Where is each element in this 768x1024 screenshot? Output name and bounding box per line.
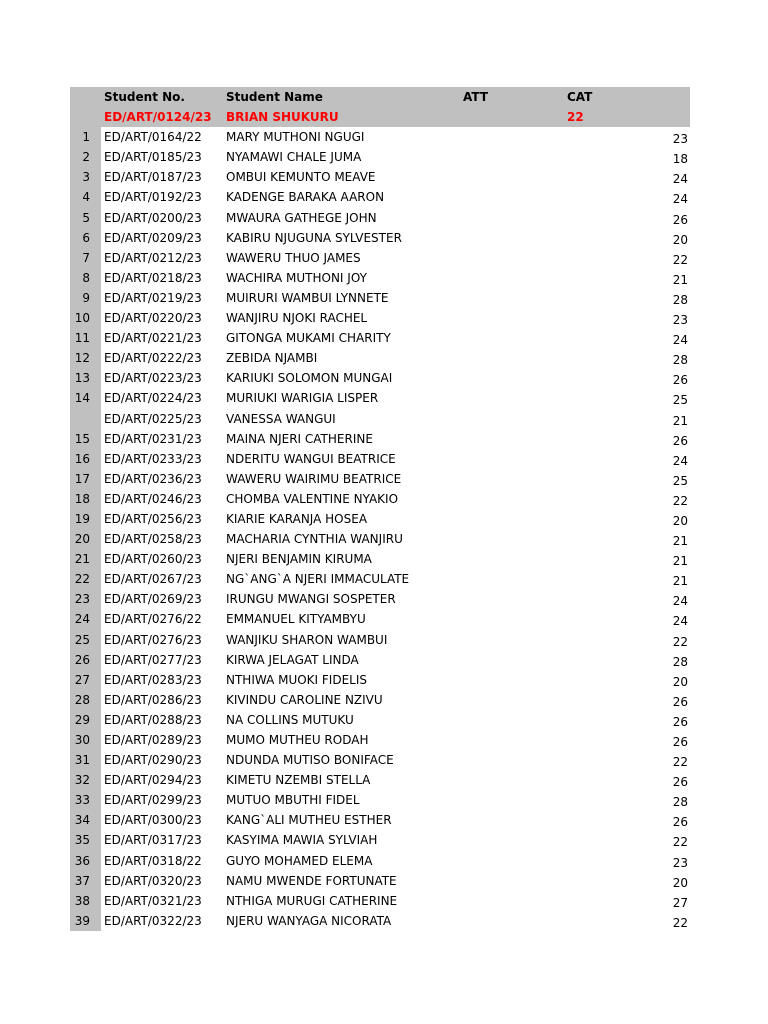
student-name: CHOMBA VALENTINE NYAKIO xyxy=(226,491,399,506)
table-row xyxy=(70,690,690,710)
header-student-name: Student Name xyxy=(226,90,323,104)
cat-score: 24 xyxy=(672,614,688,629)
row-index-cell xyxy=(70,911,101,931)
student-no: ED/ART/0269/23 xyxy=(104,592,202,607)
cat-score: 23 xyxy=(672,313,688,328)
row-index-cell xyxy=(70,449,101,469)
row-index: 33 xyxy=(74,793,90,808)
cat-score: 28 xyxy=(672,654,688,669)
table-row xyxy=(70,509,690,529)
cat-score: 21 xyxy=(672,272,688,287)
student-no: ED/ART/0299/23 xyxy=(104,793,202,808)
row-index-cell xyxy=(70,268,101,288)
student-no: ED/ART/0289/23 xyxy=(104,733,202,747)
row-index-cell xyxy=(70,790,101,810)
student-no: ED/ART/0222/23 xyxy=(104,351,202,366)
row-index: 4 xyxy=(82,190,90,205)
student-no: ED/ART/0224/23 xyxy=(104,391,202,406)
row-index-cell xyxy=(70,529,101,549)
row-index-cell xyxy=(70,368,101,388)
student-no: ED/ART/0321/23 xyxy=(104,893,202,908)
header-student-no: Student No. xyxy=(104,90,185,104)
table-row xyxy=(70,770,690,790)
cat-score: 28 xyxy=(672,292,688,307)
cat-score: 26 xyxy=(672,815,688,830)
student-name: NDERITU WANGUI BEATRICE xyxy=(226,451,396,466)
row-index-cell xyxy=(70,710,101,730)
table-row xyxy=(70,228,690,248)
row-index: 29 xyxy=(74,712,90,727)
row-index: 36 xyxy=(74,853,90,868)
student-no: ED/ART/0221/23 xyxy=(104,331,202,346)
row-index-cell xyxy=(70,690,101,710)
student-name: ZEBIDA NJAMBI xyxy=(226,351,318,366)
cat-score: 22 xyxy=(672,634,688,649)
cat-score: 24 xyxy=(672,172,688,187)
student-no: ED/ART/0317/23 xyxy=(104,833,202,848)
student-name: IRUNGU MWANGI SOSPETER xyxy=(226,592,396,607)
row-index-cell xyxy=(70,569,101,589)
row-index-cell xyxy=(70,589,101,609)
student-name: KARIUKI SOLOMON MUNGAI xyxy=(226,371,393,386)
table-row xyxy=(70,810,690,830)
student-no: ED/ART/0277/23 xyxy=(104,652,202,667)
cat-score: 20 xyxy=(672,674,688,689)
header-row xyxy=(70,87,690,107)
row-index-cell xyxy=(70,308,101,328)
row-index: 37 xyxy=(74,873,90,888)
row-index: 34 xyxy=(74,813,90,828)
student-no: ED/ART/0231/23 xyxy=(104,431,202,446)
student-no: ED/ART/0318/22 xyxy=(104,853,202,868)
cat-score: 22 xyxy=(672,835,688,850)
student-no: ED/ART/0260/23 xyxy=(104,552,202,567)
student-name: NAMU MWENDE FORTUNATE xyxy=(226,873,397,888)
row-index: 15 xyxy=(74,431,90,446)
row-index: 13 xyxy=(74,371,90,386)
student-name: OMBUI KEMUNTO MEAVE xyxy=(226,170,376,185)
student-marks-table xyxy=(70,87,690,931)
row-index: 1 xyxy=(82,130,90,145)
cat-score: 21 xyxy=(672,413,688,428)
student-name: KABIRU NJUGUNA SYLVESTER xyxy=(226,230,402,245)
cat-score: 24 xyxy=(672,594,688,609)
student-name: VANESSA WANGUI xyxy=(226,411,336,426)
row-index: 27 xyxy=(74,672,90,687)
student-no: ED/ART/0219/23 xyxy=(104,290,202,305)
cat-score: 27 xyxy=(672,895,688,910)
cat-score: 26 xyxy=(672,694,688,709)
cat-score: 28 xyxy=(672,795,688,810)
student-no: ED/ART/0200/23 xyxy=(104,210,202,225)
row-index: 22 xyxy=(74,572,90,587)
table-row xyxy=(70,650,690,670)
row-index-cell xyxy=(70,851,101,871)
cat-score: 26 xyxy=(672,433,688,448)
student-name: EMMANUEL KITYAMBYU xyxy=(226,612,366,627)
cat-score: 24 xyxy=(672,192,688,207)
row-index-cell xyxy=(70,147,101,167)
row-index-cell xyxy=(70,288,101,308)
student-name: KASYIMA MAWIA SYLVIAH xyxy=(226,833,378,848)
cat-score: 28 xyxy=(672,353,688,368)
cat-score: 21 xyxy=(672,574,688,589)
student-name: KIVINDU CAROLINE NZIVU xyxy=(226,692,383,707)
row-index-cell xyxy=(70,770,101,790)
student-no: ED/ART/0300/23 xyxy=(104,813,202,828)
table-row xyxy=(70,248,690,268)
student-name: NTHIWA MUOKI FIDELIS xyxy=(226,672,368,687)
highlighted-student-row xyxy=(70,107,690,127)
cat-score: 22 xyxy=(672,915,688,930)
row-index-cell xyxy=(70,167,101,187)
header-att: ATT xyxy=(463,90,489,104)
row-index-cell xyxy=(70,429,101,449)
highlighted-student-no: ED/ART/0124/23 xyxy=(104,110,212,125)
student-name: MUMO MUTHEU RODAH xyxy=(226,733,369,747)
row-index: 16 xyxy=(74,451,90,466)
cat-score: 23 xyxy=(672,132,688,147)
table-row xyxy=(70,449,690,469)
cat-score: 25 xyxy=(672,393,688,408)
table-row xyxy=(70,911,690,931)
student-name: NJERI BENJAMIN KIRUMA xyxy=(226,552,372,567)
header-cat: CAT xyxy=(567,90,593,104)
student-no: ED/ART/0236/23 xyxy=(104,471,202,486)
row-index-cell xyxy=(70,328,101,348)
cat-score: 18 xyxy=(672,152,688,167)
student-name: KADENGE BARAKA AARON xyxy=(226,190,385,205)
row-index: 21 xyxy=(74,552,90,567)
row-index: 14 xyxy=(74,391,90,406)
table-row xyxy=(70,469,690,489)
table-row xyxy=(70,409,690,429)
table-row xyxy=(70,609,690,629)
student-no: ED/ART/0294/23 xyxy=(104,773,202,788)
table-row xyxy=(70,830,690,850)
student-name: MUIRURI WAMBUI LYNNETE xyxy=(226,290,389,305)
student-no: ED/ART/0164/22 xyxy=(104,130,202,145)
table-row xyxy=(70,670,690,690)
row-index: 9 xyxy=(82,290,90,305)
row-index-cell xyxy=(70,388,101,408)
student-no: ED/ART/0288/23 xyxy=(104,712,202,727)
student-no: ED/ART/0212/23 xyxy=(104,250,202,265)
student-no: ED/ART/0185/23 xyxy=(104,150,202,165)
student-no: ED/ART/0225/23 xyxy=(104,411,202,426)
cat-score: 26 xyxy=(672,775,688,790)
row-index-cell xyxy=(70,810,101,830)
row-index: 38 xyxy=(74,893,90,908)
row-index-cell xyxy=(70,730,101,750)
row-index-cell xyxy=(70,469,101,489)
student-name: MACHARIA CYNTHIA WANJIRU xyxy=(226,532,403,547)
table-row xyxy=(70,489,690,509)
table-row xyxy=(70,308,690,328)
student-name: MWAURA GATHEGE JOHN xyxy=(226,210,377,225)
student-no: ED/ART/0267/23 xyxy=(104,572,202,587)
cat-score: 20 xyxy=(672,513,688,528)
cat-score: 22 xyxy=(672,252,688,267)
table-row xyxy=(70,429,690,449)
student-name: NDUNDA MUTISO BONIFACE xyxy=(226,753,394,768)
row-index-cell xyxy=(70,228,101,248)
student-no: ED/ART/0218/23 xyxy=(104,270,202,285)
row-index: 12 xyxy=(74,351,90,366)
student-no: ED/ART/0276/22 xyxy=(104,612,202,627)
row-index-cell xyxy=(70,208,101,228)
row-index-cell xyxy=(70,187,101,207)
student-no: ED/ART/0283/23 xyxy=(104,672,202,687)
student-name: MURIUKI WARIGIA LISPER xyxy=(226,391,379,406)
table-row xyxy=(70,871,690,891)
row-index: 31 xyxy=(74,753,90,768)
row-index: 30 xyxy=(74,733,90,747)
cat-score: 20 xyxy=(672,232,688,247)
row-index: 23 xyxy=(74,592,90,607)
table-row xyxy=(70,851,690,871)
cat-score: 21 xyxy=(672,554,688,569)
table-row xyxy=(70,127,690,147)
student-name: MAINA NJERI CATHERINE xyxy=(226,431,373,446)
student-name: NG`ANG`A NJERI IMMACULATE xyxy=(226,572,410,587)
table-row xyxy=(70,288,690,308)
row-index: 11 xyxy=(74,331,90,346)
row-index-cell xyxy=(70,248,101,268)
row-index-cell xyxy=(70,750,101,770)
row-index-cell xyxy=(70,630,101,650)
student-no: ED/ART/0290/23 xyxy=(104,753,202,768)
table-row xyxy=(70,388,690,408)
cat-score: 26 xyxy=(672,735,688,749)
student-rows xyxy=(70,127,690,931)
row-index: 20 xyxy=(74,532,90,547)
table-row xyxy=(70,790,690,810)
table-row xyxy=(70,147,690,167)
student-no: ED/ART/0233/23 xyxy=(104,451,202,466)
row-index-cell xyxy=(70,509,101,529)
student-no: ED/ART/0276/23 xyxy=(104,632,202,647)
row-index-cell xyxy=(70,348,101,368)
row-index: 7 xyxy=(82,250,90,265)
student-no: ED/ART/0320/23 xyxy=(104,873,202,888)
row-index: 3 xyxy=(82,170,90,185)
cat-score: 22 xyxy=(672,493,688,508)
table-row xyxy=(70,569,690,589)
row-index: 24 xyxy=(74,612,90,627)
student-name: NA COLLINS MUTUKU xyxy=(226,712,354,727)
student-name: NJERU WANYAGA NICORATA xyxy=(226,913,392,928)
row-index-cell xyxy=(70,650,101,670)
student-name: WAWERU THUO JAMES xyxy=(226,250,361,265)
student-name: KIMETU NZEMBI STELLA xyxy=(226,773,371,788)
cat-score: 25 xyxy=(672,473,688,488)
cat-score: 26 xyxy=(672,212,688,227)
row-index-cell xyxy=(70,489,101,509)
table-row xyxy=(70,549,690,569)
table-row xyxy=(70,328,690,348)
student-name: NTHIGA MURUGI CATHERINE xyxy=(226,893,398,908)
table-row xyxy=(70,589,690,609)
student-no: ED/ART/0256/23 xyxy=(104,511,202,526)
row-index: 35 xyxy=(74,833,90,848)
highlighted-cat: 22 xyxy=(567,110,584,125)
table-row xyxy=(70,348,690,368)
student-name: WANJIRU NJOKI RACHEL xyxy=(226,311,368,326)
cat-score: 22 xyxy=(672,755,688,770)
table-row xyxy=(70,368,690,388)
table-row xyxy=(70,891,690,911)
row-index: 18 xyxy=(74,491,90,506)
student-name: MARY MUTHONI NGUGI xyxy=(226,130,365,145)
row-index: 10 xyxy=(74,311,90,326)
row-index-cell xyxy=(70,609,101,629)
cat-score: 26 xyxy=(672,373,688,388)
table-row xyxy=(70,710,690,730)
row-index-cell xyxy=(70,871,101,891)
student-no: ED/ART/0223/23 xyxy=(104,371,202,386)
table-row xyxy=(70,730,690,750)
row-index-cell xyxy=(70,549,101,569)
table-row xyxy=(70,187,690,207)
student-no: ED/ART/0220/23 xyxy=(104,311,202,326)
row-index-cell xyxy=(70,127,101,147)
table-row xyxy=(70,529,690,549)
table-row xyxy=(70,167,690,187)
row-index-cell xyxy=(70,891,101,911)
cat-score: 21 xyxy=(672,534,688,549)
row-index: 17 xyxy=(74,471,90,486)
student-name: WANJIKU SHARON WAMBUI xyxy=(226,632,388,647)
row-index: 26 xyxy=(74,652,90,667)
table-row xyxy=(70,630,690,650)
student-no: ED/ART/0322/23 xyxy=(104,913,202,928)
cat-score: 24 xyxy=(672,453,688,468)
student-name: GITONGA MUKAMI CHARITY xyxy=(226,331,391,346)
cat-score: 26 xyxy=(672,714,688,729)
student-name: MUTUO MBUTHI FIDEL xyxy=(226,793,360,808)
row-index: 6 xyxy=(82,230,90,245)
row-index: 32 xyxy=(74,773,90,788)
row-index-cell xyxy=(70,409,101,429)
row-index-cell xyxy=(70,830,101,850)
cat-score: 23 xyxy=(672,855,688,870)
row-index: 39 xyxy=(74,913,90,928)
student-name: KANG`ALI MUTHEU ESTHER xyxy=(226,813,392,828)
student-name: WAWERU WAIRIMU BEATRICE xyxy=(226,471,402,486)
student-name: KIARIE KARANJA HOSEA xyxy=(226,511,368,526)
highlighted-student-name: BRIAN SHUKURU xyxy=(226,110,339,125)
student-name: KIRWA JELAGAT LINDA xyxy=(226,652,359,667)
student-no: ED/ART/0246/23 xyxy=(104,491,202,506)
table-row xyxy=(70,208,690,228)
student-no: ED/ART/0258/23 xyxy=(104,532,202,547)
student-name: GUYO MOHAMED ELEMA xyxy=(226,853,373,868)
row-index: 5 xyxy=(82,210,90,225)
cat-score: 20 xyxy=(672,875,688,890)
student-no: ED/ART/0209/23 xyxy=(104,230,202,245)
student-no: ED/ART/0286/23 xyxy=(104,692,202,707)
student-name: WACHIRA MUTHONI JOY xyxy=(226,270,367,285)
table-row xyxy=(70,750,690,770)
student-name: NYAMAWI CHALE JUMA xyxy=(226,150,362,165)
table-row xyxy=(70,268,690,288)
row-index: 28 xyxy=(74,692,90,707)
row-index: 19 xyxy=(74,511,90,526)
row-index: 25 xyxy=(74,632,90,647)
student-no: ED/ART/0192/23 xyxy=(104,190,202,205)
row-index-cell xyxy=(70,670,101,690)
student-no: ED/ART/0187/23 xyxy=(104,170,202,185)
row-index: 2 xyxy=(82,150,90,165)
cat-score: 24 xyxy=(672,333,688,348)
row-index: 8 xyxy=(82,270,90,285)
